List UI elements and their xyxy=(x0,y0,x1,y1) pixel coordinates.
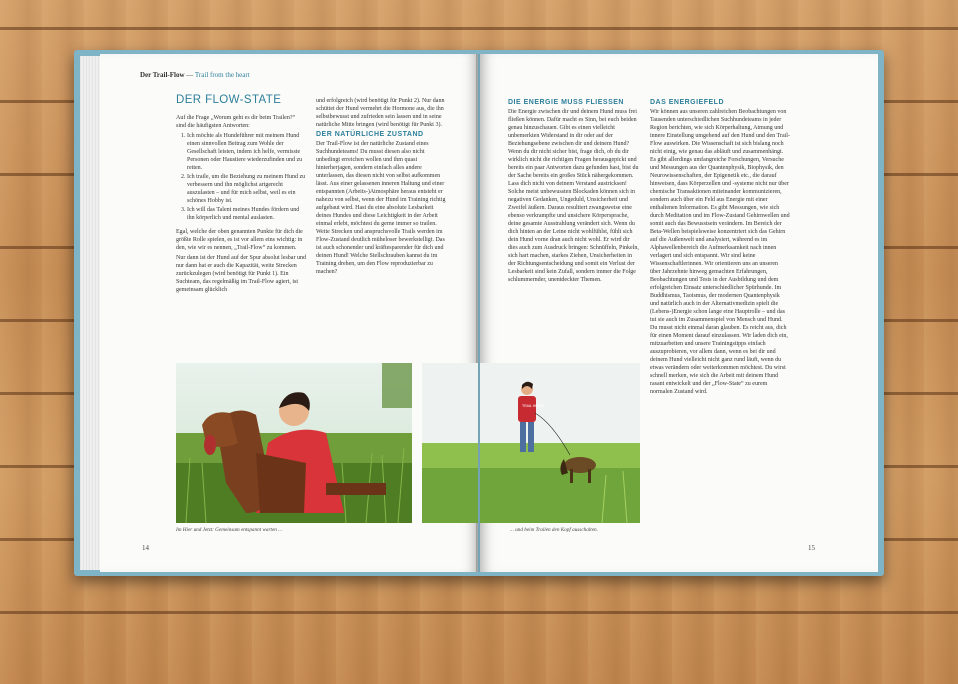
body-paragraph: Egal, welche der oben genannten Punkte für dich die größte Rolle spielen, es ist vor allem eins wichtig: in den, wie wir es nennen, „Trail-Flow“ zu kommen. xyxy=(176,229,303,251)
section-subheading: DER NATÜRLICHE ZUSTAND xyxy=(316,131,424,138)
running-head-subtitle: Trail from the heart xyxy=(194,71,250,79)
page-heading: DER FLOW-STATE xyxy=(176,94,282,106)
page-number: 14 xyxy=(142,544,149,552)
right-page xyxy=(480,54,878,572)
list-item: 2. Ich traile, um die Beziehung zu meinem Hund zu verbessern und ihn möglichst artgerecht auszulasten – und für mich selbst, weil es ein schönes Hobby ist. xyxy=(187,173,306,205)
running-head-separator: — xyxy=(186,71,194,79)
photo-woman-with-dog xyxy=(176,363,412,523)
intro-paragraph: Auf die Frage „Worum geht es dir beim Trailen?“ sind die häufigsten Antworten: xyxy=(176,115,296,129)
running-head xyxy=(140,71,250,79)
page-number: 15 xyxy=(808,544,815,552)
body-paragraph: Der Trail-Flow ist der natürliche Zustand eines Suchhundeteams! Du musst diesen also nicht unbedingt erreichen wollen und ihm quasi hinterherjagen, sondern einfach alles andere unterlassen, das diesen nicht von selbst aufkommen lässt. Aus einer gelassenen inneren Haltung und einer entspannten (Arbeits-)Atmosphäre heraus entsteht er nahezu von selbst, wenn der Hund im Training richtig aufgebaut wird. Hast du eine absolute Lesbarkeit deines Hundes und diese Leichtigkeit in der Arbeit einmal erlebt, möchtest du gerne immer so trailen. Weite Strecken und anspruchsvolle Trails werden im Flow-Zustand deutlich müheloser bewerkstelligt. Das ist auch schonender und kräftesparender für dich und deinen Hund! Welche Stellschrauben kannst du im Training drehen, um den Flow reproduzierbar zu machen? xyxy=(316,141,446,275)
section-heading: DAS ENERGIEFELD xyxy=(650,99,725,106)
photo-woman-trailing-dog xyxy=(480,363,640,523)
right-column-1 xyxy=(508,97,640,286)
shirt-text: TRAIL HEART xyxy=(522,404,545,408)
body-paragraph: Wir können aus unseren zahlreichen Beobachtungen von Tausenden unterschiedlichen Suchhundeteams in jeder Region berichten, wie sich Körperhaltung, Atmung und innere Einstellung umgehend auf den Hund und den Trail-Flow auswirken. Die Wissenschaft ist sich bislang noch nicht einig, wie genau das abläuft und zusammenhängt. Es gibt allerdings umfangreiche Forschungen, Versuche und Messungen aus der Quantenphysik, Biophysik, den Neurowissenschaften, der Epigenetik etc., die darauf hinweisen, dass Körperzellen und -systeme nicht nur über chemische Transaktionen miteinander kommunizieren, sondern auch über ein Feld aus Energie mit einer enthaltenen Information. Es gibt Messungen, wie sich durch Meditation und im Flow-Zustand Gehirnwellen und somit auch das Bewusstsein verändern. Im Bereich der Beta-Wellen beispielsweise konzentriert sich das Gehirn auf die Außenwelt und analysiert, während es im Alphawellenbereich die Aufmerksamkeit nach innen verlagert und sich entspannt. Wir sind keine Wissenschaftlerinnen. Wir orientieren uns an unseren über Jahrzehnte hinweg gemachten Erfahrungen, Beobachtungen und Tests in der Ausbildung und dem erfolgreichen Einsatz unterschiedlicher Spürhunde. Im Buddhismus, Taoismus, der modernen Quantenphysik und natürlich auch in der Alternativmedizin spielt die (Lebens-)Energie schon lange eine Hauptrolle – und das tut sie auch im Zusammenspiel von Mensch und Hund. Du musst nicht einmal daran glauben. Es reicht aus, dich für einen Moment darauf einzulassen. Wir laden dich ein, mitzuarbeiten und unsere Trainingstipps einfach auszuprobieren, vor allem dann, wenn es bei dir und deinem Hund vielleicht nicht ganz rund läuft, wenn du etwas verändern oder weiterkommen möchtest. Du wirst schnell merken, wie sich die Arbeit mit deinem Hund rasant entwickelt und der „Flow-State“ zu eurem normalen Zustand wird. xyxy=(650,109,790,395)
left-column-1 xyxy=(176,114,306,296)
body-paragraph: und erfolgreich (wird benötigt für Punkt 2). Nur dann schüttet der Hund vermehrt die Hormone aus, die ihn selbstbewusst und zufrieden sein lassen und in seine natürliche Mitte bringen (wird benötigt für Punkt 3). xyxy=(316,98,445,128)
section-heading: DIE ENERGIE MUSS FLIESSEN xyxy=(508,99,624,106)
right-column-2 xyxy=(650,97,790,398)
photo-caption: ... und beim Trailen den Kopf ausschalten. xyxy=(510,527,598,533)
photo-caption: Im Hier und Jetzt: Gemeinsam entspannt warten ... xyxy=(176,527,283,533)
body-paragraph: Nur dann ist der Hund auf der Spur absolut lesbar und nur dann hat er auch die Kapazität, weite Strecken zurückzulegen (wird benötigt für Punkt 1). Ein Suchteam, das regelmäßig im Trail-Flow agiert, ist gemeinsam glücklich xyxy=(176,255,306,293)
running-head-title: Der Trail-Flow xyxy=(140,71,185,79)
photo-grass-fragment xyxy=(422,363,478,523)
left-column-2 xyxy=(316,97,446,278)
body-paragraph: Die Energie zwischen dir und deinem Hund muss frei fließen können. Dafür macht es Sinn, bei euch beiden genau hinzuschauen. Gibt es einen vielleicht unbemerkten Widerstand in dir oder auf der Beziehungsebene zwischen dir und deinem Hund? Wenn du dir nicht sicher bist, frage dich, ob du dir wirklich nicht die richtigen Fragen herausgepickt und bereits ein paar Antworten dazu gefunden hast, bist du der Sache bereits ein großes Stück nähergekommen. Lass dich nicht von deinem Verstand austricksen! Solche meist unbewussten Blockaden können sich in negativen Gedanken, Ungeduld, Unsicherheit und Zweifel äußern. Daraus resultiert zwangsweise eine ebenso verkrampfte und unsichere Körpersprache, deine gesamte Ausstrahlung verändert sich. Wenn du dich hinten an der Leine nicht wohlfühlst, fühlt sich dein Hund vorne dran auch nicht wohl. Er wird dir dies auch zum Ausdruck bringen: Schnüffeln, Pinkeln, sich hart machen, starkes Ziehen, Unsicherheiten in der Richtungsentscheidung und somit ein Verlust der Lesbarkeit sind kein Zufall, sondern immer die Folge schlummernder, unentdeckter Themen. xyxy=(508,109,639,283)
list-item: 3. Ich will das Talent meines Hundes fördern und ihn körperlich und mental auslasten. xyxy=(187,206,306,222)
list-item: 1. Ich möchte als Hundeführer mit meinem Hund einen sinnvollen Beitrag zum Wohle der Gesellschaft leisten, indem ich helfe, vermisste Personen oder Haustiere wiederzufinden und zu retten. xyxy=(187,132,306,172)
answer-list xyxy=(176,132,306,222)
